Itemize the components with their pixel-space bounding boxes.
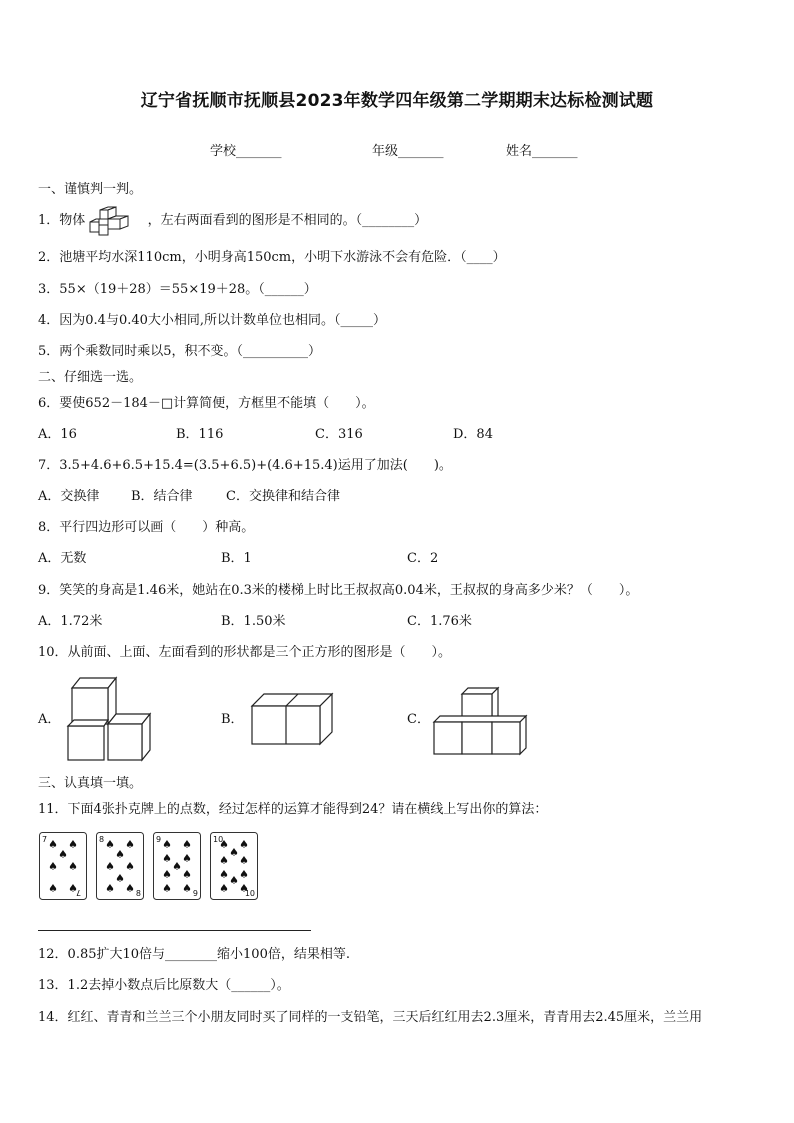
svg-text:♠: ♠ [125,860,135,873]
q6-option-a: A．16 [38,427,77,442]
svg-text:♠: ♠ [219,838,229,851]
card-rank-bottom: 7 [76,888,82,897]
svg-text:♠: ♠ [48,882,58,895]
card-rank-bottom: 10 [244,889,255,898]
question-13: 13．1.2去掉小数点后比原数大（______）。 [38,978,290,993]
question-5: 5．两个乘数同时乘以5，积不变。（__________） [38,344,322,359]
card-8-spades [96,832,144,900]
card-rank-top: 8 [99,835,105,844]
svg-text:♠: ♠ [58,848,68,861]
svg-text:♠: ♠ [115,848,125,861]
q1-cube-figure [86,206,142,238]
svg-text:♠: ♠ [182,868,192,881]
question-10: 10．从前面、上面、左面看到的形状都是三个正方形的图形是（ ）。 [38,645,452,660]
question-9: 9．笑笑的身高是1.46米，她站在0.3米的楼梯上时比王叔叔高0.04米，王叔叔的身高多少米？（ ）。 [38,583,639,598]
card-9-spades [153,832,201,900]
question-8: 8．平行四边形可以画（ ）种高。 [38,520,255,535]
svg-text:♠: ♠ [162,852,172,865]
svg-text:♠: ♠ [219,882,229,895]
svg-text:♠: ♠ [229,874,239,887]
svg-text:♠: ♠ [162,882,172,895]
card-7-spades [39,832,87,900]
svg-text:♠: ♠ [239,854,249,867]
q10-option-b-label: B． [221,712,244,727]
svg-text:♠: ♠ [182,838,192,851]
svg-text:♠: ♠ [68,838,78,851]
svg-text:♠: ♠ [105,882,115,895]
question-14: 14．红红、青青和兰兰三个小朋友同时买了同样的一支铅笔，三天后红红用去2.3厘米，青青用去2.45厘米，兰兰用 [38,1010,703,1025]
svg-text:♠: ♠ [68,860,78,873]
svg-text:♠: ♠ [105,860,115,873]
school-field: 学校_______ [210,144,282,159]
q8-option-b: B．1 [221,551,252,566]
question-1-prefix: 1．物体 [38,213,86,228]
section-3-heading: 三、认真填一填。 [38,776,143,791]
svg-text:♠: ♠ [219,854,229,867]
q6-option-c: C．316 [315,427,363,442]
question-11: 11．下面4张扑克牌上的点数，经过怎样的运算才能得到24？请在横线上写出你的算法： [38,802,548,817]
svg-text:♠: ♠ [239,838,249,851]
q8-option-a: A．无数 [38,551,87,566]
svg-text:♠: ♠ [48,860,58,873]
q11-answer-line [38,930,311,931]
svg-text:♠: ♠ [48,838,58,851]
q6-option-d: D．84 [453,427,493,442]
question-2: 2．池塘平均水深110cm，小明身高150cm，小明下水游泳不会有危险．（____） [38,250,506,265]
question-12: 12．0.85扩大10倍与________缩小100倍，结果相等. [38,947,350,962]
svg-text:♠: ♠ [219,868,229,881]
question-6: 6．要使652－184－□计算简便，方框里不能填（ ）。 [38,396,375,411]
svg-text:♠: ♠ [239,868,249,881]
section-2-heading: 二、仔细选一选。 [38,370,143,385]
question-7: 7．3.5+4.6+6.5+15.4=(3.5+6.5)+(4.6+15.4)运用了加法( )。 [38,458,452,473]
q9-option-a: A．1.72米 [38,614,103,629]
q7-option-c: C．交换律和结合律 [226,489,340,504]
card-rank-top: 10 [213,835,224,844]
q9-option-b: B．1.50米 [221,614,286,629]
q9-option-c: C．1.76米 [407,614,472,629]
svg-text:♠: ♠ [239,882,249,895]
grade-field: 年级_______ [372,144,444,159]
card-rank-bottom: 9 [192,889,198,898]
section-1-heading: 一、谨慎判一判。 [38,182,143,197]
q10-option-c-label: C． [407,712,430,727]
q10-option-c-figure [430,686,530,756]
card-rank-top: 9 [156,835,162,844]
svg-text:♠: ♠ [105,838,115,851]
card-10-spades [210,832,258,900]
q7-option-b: B．结合律 [131,489,193,504]
svg-text:♠: ♠ [115,872,125,885]
card-rank-bottom: 8 [135,889,141,898]
q6-option-b: B．116 [176,427,224,442]
page-title: 辽宁省抚顺市抚顺县2023年数学四年级第二学期期末达标检测试题 [140,91,654,111]
q10-option-b-figure [246,692,336,746]
svg-text:♠: ♠ [182,852,192,865]
svg-text:♠: ♠ [162,838,172,851]
q7-option-a: A．交换律 [38,489,100,504]
svg-text:♠: ♠ [125,838,135,851]
svg-text:♠: ♠ [68,882,78,895]
svg-text:♠: ♠ [229,846,239,859]
svg-text:♠: ♠ [182,882,192,895]
card-rank-top: 7 [42,835,48,844]
svg-text:♠: ♠ [125,882,135,895]
q10-option-a-label: A． [38,712,61,727]
q8-option-c: C．2 [407,551,439,566]
svg-text:♠: ♠ [172,860,182,873]
question-3: 3．55×（19＋28）＝55×19＋28。（______） [38,282,317,297]
question-4: 4．因为0.4与0.40大小相同,所以计数单位也相同。（_____） [38,313,387,328]
name-field: 姓名_______ [506,144,578,159]
question-1-suffix: ，左右两面看到的图形是不相同的。（________） [147,213,428,228]
q10-option-a-figure [64,676,154,762]
svg-text:♠: ♠ [162,868,172,881]
